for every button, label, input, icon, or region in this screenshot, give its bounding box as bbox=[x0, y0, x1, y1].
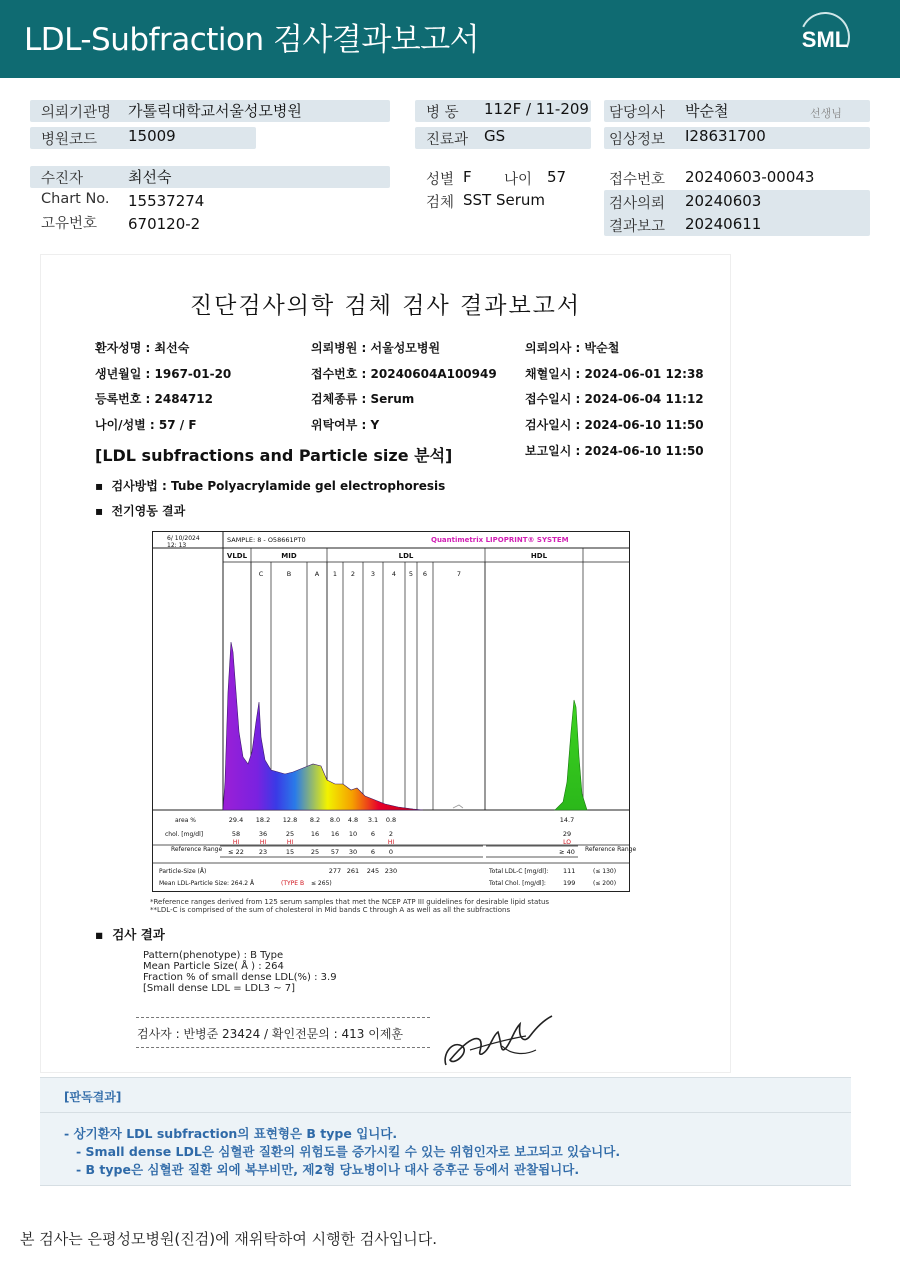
report-field: 위탁여부 : Y bbox=[311, 418, 380, 432]
chol-value: 58 bbox=[231, 830, 241, 838]
ref-value: 30 bbox=[348, 848, 358, 856]
area-value: 3.1 bbox=[367, 816, 379, 824]
chol-value: 10 bbox=[348, 830, 358, 838]
ref-value: 15 bbox=[285, 848, 295, 856]
mean-label: Mean LDL-Particle Size: 264.2 Å bbox=[159, 880, 255, 887]
hospital-value: 가톨릭대학교서울성모병원 bbox=[128, 102, 302, 120]
specimen-label: 검체 bbox=[426, 195, 455, 211]
particle-label: Particle-Size (Å) bbox=[159, 868, 207, 875]
code-label: 병원코드 bbox=[41, 132, 98, 148]
chart-brand: Quantimetrix LIPOPRINT® SYSTEM bbox=[431, 536, 569, 544]
chol-value: 29 bbox=[562, 830, 572, 838]
doctor-label: 담당의사 bbox=[609, 105, 666, 121]
band-label: 5 bbox=[408, 570, 414, 578]
chart-no-label: Chart No. bbox=[41, 191, 110, 207]
judgment-line: - 상기환자 LDL subfraction의 표현형은 B type 입니다. bbox=[64, 1126, 398, 1141]
ref-label: Reference Range bbox=[171, 846, 223, 853]
judgment-line: - B type은 심혈관 질환 외에 복부비만, 제2형 당뇨병이나 대사 증후군 등에서 관찰됩니다. bbox=[76, 1162, 580, 1177]
result-item: Fraction % of small dense LDL(%) : 3.9 bbox=[143, 972, 337, 983]
logo-text: SML bbox=[801, 27, 849, 52]
report-field: 환자성명 : 최선숙 bbox=[95, 341, 190, 355]
age-value: 57 bbox=[547, 168, 567, 186]
report-field: 채혈일시 : 2024-06-01 12:38 bbox=[525, 367, 704, 381]
area-value: 12.8 bbox=[282, 816, 298, 824]
ref-value: ≤ 22 bbox=[228, 848, 244, 856]
dept-value: GS bbox=[484, 127, 506, 145]
chol-value: 6 bbox=[370, 830, 376, 838]
report-field: 보고일시 : 2024-06-10 11:50 bbox=[525, 444, 704, 458]
chart-sample: SAMPLE: 8 - O58661PT0 bbox=[227, 536, 306, 544]
band-label: C bbox=[258, 570, 264, 578]
ward-label: 병 동 bbox=[426, 105, 459, 121]
chart-footnote bbox=[150, 898, 549, 914]
area-value: 8.2 bbox=[309, 816, 321, 824]
ward-value: 112F / 11-209 bbox=[484, 100, 589, 118]
code-value: 15009 bbox=[128, 127, 176, 145]
result-item: Mean Particle Size( Å ) : 264 bbox=[143, 961, 284, 972]
report-field: 검사일시 : 2024-06-10 11:50 bbox=[525, 418, 704, 432]
band-label: 6 bbox=[422, 570, 428, 578]
page-title: LDL-Subfraction 검사결과보고서 bbox=[24, 22, 480, 58]
receipt-value: 20240603-00043 bbox=[685, 168, 815, 186]
chart-date: 6/ 10/2024 bbox=[167, 535, 200, 542]
electro-text: 전기영동 결과 bbox=[111, 504, 186, 518]
total-ldl-label: Total LDL-C [mg/dl]: bbox=[489, 868, 549, 875]
unique-no-label: 고유번호 bbox=[41, 216, 98, 232]
electro-line: ▪ 전기영동 결과 bbox=[95, 504, 186, 518]
chol-value: 25 bbox=[285, 830, 295, 838]
sml-logo bbox=[796, 12, 854, 66]
ref-value: ≥ 40 bbox=[559, 848, 575, 856]
chart-no-value: 15537274 bbox=[128, 192, 205, 210]
judgment-divider bbox=[40, 1112, 851, 1113]
doctor-value: 박순철 bbox=[685, 102, 729, 120]
report-field: 등록번호 : 2484712 bbox=[95, 392, 213, 406]
header-bar bbox=[0, 0, 900, 78]
band-label: 1 bbox=[332, 570, 338, 578]
patient-row bbox=[30, 166, 390, 188]
request-label: 검사의뢰 bbox=[609, 196, 666, 212]
judgment-panel bbox=[40, 1077, 851, 1186]
hospital-label: 의뢰기관명 bbox=[41, 105, 112, 121]
report-field: 접수일시 : 2024-06-04 11:12 bbox=[525, 392, 704, 406]
report-title: 진단검사의학 검체 검사 결과보고서 bbox=[189, 293, 582, 319]
band-label: 2 bbox=[350, 570, 356, 578]
area-label: area % bbox=[175, 817, 196, 824]
band-label: B bbox=[286, 570, 292, 578]
area-value: 8.0 bbox=[329, 816, 341, 824]
receipt-label: 접수번호 bbox=[609, 172, 666, 188]
lipoprint-chart bbox=[152, 531, 637, 892]
group-label: HDL bbox=[530, 552, 548, 560]
report-field: 의뢰의사 : 박순철 bbox=[525, 341, 620, 355]
result-list bbox=[143, 950, 337, 994]
footnote-2: **LDL-C is comprised of the sum of cholesterol in Mid bands C through A as well as all the subfractions bbox=[150, 906, 511, 914]
band-label: A bbox=[314, 570, 320, 578]
total-chol-label: Total Chol. [mg/dl]: bbox=[489, 880, 546, 887]
patient-label: 수진자 bbox=[41, 171, 84, 187]
sex-value: F bbox=[463, 168, 472, 186]
dept-label: 진료과 bbox=[426, 132, 469, 148]
divider-top bbox=[136, 1017, 430, 1018]
ldl-curve bbox=[223, 642, 423, 810]
report-field: 생년월일 : 1967-01-20 bbox=[95, 367, 232, 381]
report-field: 의뢰병원 : 서울성모병원 bbox=[311, 341, 441, 355]
report-date-label: 결과보고 bbox=[609, 219, 666, 235]
sex-label: 성별 bbox=[426, 172, 455, 188]
chol-label: chol. [mg/dl] bbox=[165, 831, 204, 838]
bottom-note: 본 검사는 은평성모병원(진검)에 재위탁하여 시행한 검사입니다. bbox=[20, 1230, 438, 1248]
report-field: 접수번호 : 20240604A100949 bbox=[311, 367, 497, 381]
total-ldl-ref: (≤ 130) bbox=[593, 868, 617, 875]
flag-value: HI bbox=[286, 839, 294, 846]
ref-label-right: Reference Range bbox=[585, 846, 637, 853]
band-label: 3 bbox=[370, 570, 376, 578]
ref-value: 25 bbox=[310, 848, 320, 856]
report-date-value: 20240611 bbox=[685, 215, 762, 233]
result-header-line: ▪ 검사 결과 bbox=[95, 927, 165, 942]
chol-value: 16 bbox=[330, 830, 340, 838]
result-header: 검사 결과 bbox=[112, 927, 165, 942]
ref-value: 57 bbox=[330, 848, 340, 856]
area-value: 14.7 bbox=[559, 816, 575, 824]
band-label: 4 bbox=[391, 570, 397, 578]
group-label: MID bbox=[281, 552, 297, 560]
chol-value: 16 bbox=[310, 830, 320, 838]
judgment-header: [판독결과] bbox=[64, 1090, 122, 1104]
area-value: 4.8 bbox=[347, 816, 359, 824]
ref-value: 6 bbox=[370, 848, 376, 856]
total-chol-value: 199 bbox=[563, 879, 576, 887]
signature-image bbox=[440, 1010, 560, 1070]
result-item: [Small dense LDL = LDL3 ~ 7] bbox=[143, 983, 296, 994]
area-value: 29.4 bbox=[228, 816, 244, 824]
tester-line: 검사자 : 반병준 23424 / 확인전문의 : 413 이제훈 bbox=[137, 1027, 404, 1041]
area-value: 0.8 bbox=[385, 816, 397, 824]
chol-value: 2 bbox=[388, 830, 394, 838]
total-ldl-value: 111 bbox=[563, 867, 576, 875]
mean-ref: ≤ 265) bbox=[311, 880, 332, 887]
unique-no-value: 670120-2 bbox=[128, 215, 201, 233]
flag-value: LO bbox=[563, 839, 571, 846]
report-field: 나이/성별 : 57 / F bbox=[95, 418, 197, 432]
band-label: 7 bbox=[456, 570, 462, 578]
patient-value: 최선숙 bbox=[128, 168, 172, 186]
ref-value: 0 bbox=[388, 848, 394, 856]
particle-value: 245 bbox=[366, 867, 380, 875]
particle-value: 230 bbox=[384, 867, 398, 875]
age-label: 나이 bbox=[504, 172, 533, 188]
total-chol-ref: (≤ 200) bbox=[593, 880, 617, 887]
flag-value: HI bbox=[232, 839, 240, 846]
chart-time: 12: 13 bbox=[167, 542, 187, 549]
divider-bottom bbox=[136, 1047, 430, 1048]
report-field: 검체종류 : Serum bbox=[311, 392, 415, 406]
result-item: Pattern(phenotype) : B Type bbox=[143, 950, 284, 961]
flag-value: HI bbox=[387, 839, 395, 846]
area-value: 18.2 bbox=[255, 816, 271, 824]
group-label: VLDL bbox=[226, 552, 248, 560]
judgment-line: - Small dense LDL은 심혈관 질환의 위험도를 증가시킬 수 있는 위험인자로 보고되고 있습니다. bbox=[76, 1144, 621, 1159]
doctor-suffix: 선생님 bbox=[810, 107, 842, 120]
clinical-value: I28631700 bbox=[685, 127, 766, 145]
group-label: LDL bbox=[398, 552, 414, 560]
flag-value: HI bbox=[259, 839, 267, 846]
lipoprint-svg bbox=[153, 532, 637, 891]
method-line: ▪ 검사방법 : Tube Polyacrylamide gel electrophoresis bbox=[95, 479, 446, 493]
specimen-value: SST Serum bbox=[463, 191, 546, 209]
particle-value: 277 bbox=[328, 867, 342, 875]
ref-value: 23 bbox=[258, 848, 268, 856]
section-title: [LDL subfractions and Particle size 분석] bbox=[95, 446, 453, 465]
clinical-label: 임상정보 bbox=[609, 132, 666, 148]
particle-value: 261 bbox=[346, 867, 360, 875]
hdl-curve bbox=[555, 700, 587, 810]
mean-type: (TYPE B bbox=[281, 880, 305, 887]
footnote-1: *Reference ranges derived from 125 serum samples that met the NCEP ATP III guidelines for desirable lipid status bbox=[150, 898, 550, 906]
chol-value: 36 bbox=[258, 830, 268, 838]
request-value: 20240603 bbox=[685, 192, 762, 210]
method-text: 검사방법 : Tube Polyacrylamide gel electrophoresis bbox=[111, 479, 446, 493]
